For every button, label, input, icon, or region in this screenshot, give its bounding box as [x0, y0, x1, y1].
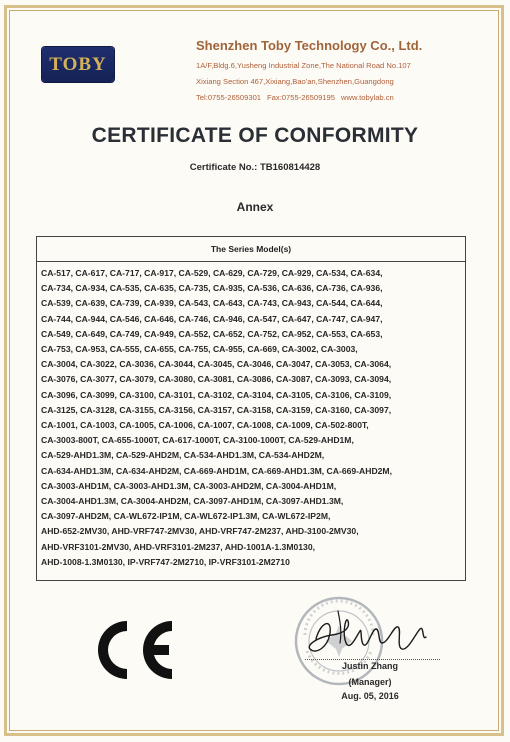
- model-line: CA-634-AHD1.3M, CA-634-AHD2M, CA-669-AHD1M, CA-669-AHD1.3M, CA-669-AHD2M,: [41, 465, 392, 476]
- model-line: CA-3125, CA-3128, CA-3155, CA-3156, CA-3157, CA-3158, CA-3159, CA-3160, CA-3097,: [41, 404, 392, 415]
- model-line: AHD-VRF3101-2MV30, AHD-VRF3101-2M237, AHD-1001A-1.3M0130,: [41, 541, 315, 552]
- series-models-header: The Series Model(s): [37, 237, 465, 262]
- certificate-number: Certificate No.: TB160814428: [189, 162, 321, 173]
- logo-text: TOBY: [49, 53, 107, 75]
- model-line: CA-539, CA-639, CA-739, CA-939, CA-543, CA-643, CA-743, CA-943, CA-544, CA-644,: [41, 298, 383, 309]
- model-line: CA-3076, CA-3077, CA-3079, CA-3080, CA-3081, CA-3086, CA-3087, CA-3093, CA-3094,: [41, 374, 392, 385]
- model-line: CA-3097-AHD2M, CA-WL672-IP1M, CA-WL672-IP1.3M, CA-WL672-IP2M,: [41, 511, 331, 522]
- model-line: CA-529-AHD1.3M, CA-529-AHD2M, CA-534-AHD1.3M, CA-534-AHD2M,: [41, 450, 325, 461]
- series-models-table: [36, 236, 466, 581]
- signature-line: [305, 659, 440, 660]
- model-line: CA-549, CA-649, CA-749, CA-949, CA-552, CA-652, CA-752, CA-952, CA-553, CA-653,: [41, 328, 383, 339]
- website: www.tobylab.cn: [341, 93, 394, 102]
- model-line: CA-3004, CA-3022, CA-3036, CA-3044, CA-3045, CA-3046, CA-3047, CA-3053, CA-3064,: [41, 359, 392, 370]
- signer-role: (Manager): [348, 677, 392, 687]
- address-line-2: Xixiang Section 467,Xixiang,Bao'an,Shenzhen,Guangdong: [196, 77, 394, 86]
- model-line: CA-1001, CA-1003, CA-1005, CA-1006, CA-1007, CA-1008, CA-1009, CA-502-800T,: [41, 420, 369, 431]
- series-models-list: [37, 262, 465, 570]
- certificate-title: CERTIFICATE OF CONFORMITY: [91, 124, 419, 147]
- ce-mark-icon: [97, 617, 185, 683]
- handwritten-signature-icon: [298, 603, 438, 665]
- model-line: CA-517, CA-617, CA-717, CA-917, CA-529, CA-629, CA-729, CA-929, CA-534, CA-634,: [41, 268, 383, 278]
- address-line-1: 1A/F,Bldg.6,Yusheng Industrial Zone,The National Road No.107: [196, 61, 411, 70]
- model-line: CA-753, CA-953, CA-555, CA-655, CA-755, CA-955, CA-669, CA-3002, CA-3003,: [41, 344, 358, 355]
- model-line: CA-3096, CA-3099, CA-3100, CA-3101, CA-3102, CA-3104, CA-3105, CA-3106, CA-3109,: [41, 389, 392, 400]
- model-line: CA-3004-AHD1.3M, CA-3004-AHD2M, CA-3097-AHD1M, CA-3097-AHD1.3M,: [41, 496, 344, 507]
- tel: Tel:0755-26509301: [196, 93, 262, 102]
- model-line: AHD-1008-1.3M0130, IP-VRF747-2M2710, IP-VRF3101-2M2710: [41, 556, 290, 567]
- signer-name: Justin Zhang: [342, 661, 398, 671]
- company-logo: [42, 47, 114, 82]
- model-line: CA-3003-800T, CA-655-1000T, CA-617-1000T, CA-3100-1000T, CA-529-AHD1M,: [41, 435, 354, 446]
- signature-date: Aug. 05, 2016: [341, 691, 399, 701]
- model-line: AHD-652-2MV30, AHD-VRF747-2MV30, AHD-VRF747-2M237, AHD-3100-2MV30,: [41, 526, 359, 537]
- contact-line: [196, 93, 394, 102]
- annex-heading: Annex: [236, 200, 274, 214]
- model-line: CA-744, CA-944, CA-546, CA-646, CA-746, CA-946, CA-547, CA-647, CA-747, CA-947,: [41, 313, 383, 324]
- model-line: CA-3003-AHD1M, CA-3003-AHD1.3M, CA-3003-AHD2M, CA-3004-AHD1M,: [41, 480, 337, 491]
- company-name: Shenzhen Toby Technology Co., Ltd.: [196, 38, 423, 53]
- fax: Fax:0755-26509195: [267, 93, 336, 102]
- model-line: CA-734, CA-934, CA-535, CA-635, CA-735, CA-935, CA-536, CA-636, CA-736, CA-936,: [41, 283, 383, 294]
